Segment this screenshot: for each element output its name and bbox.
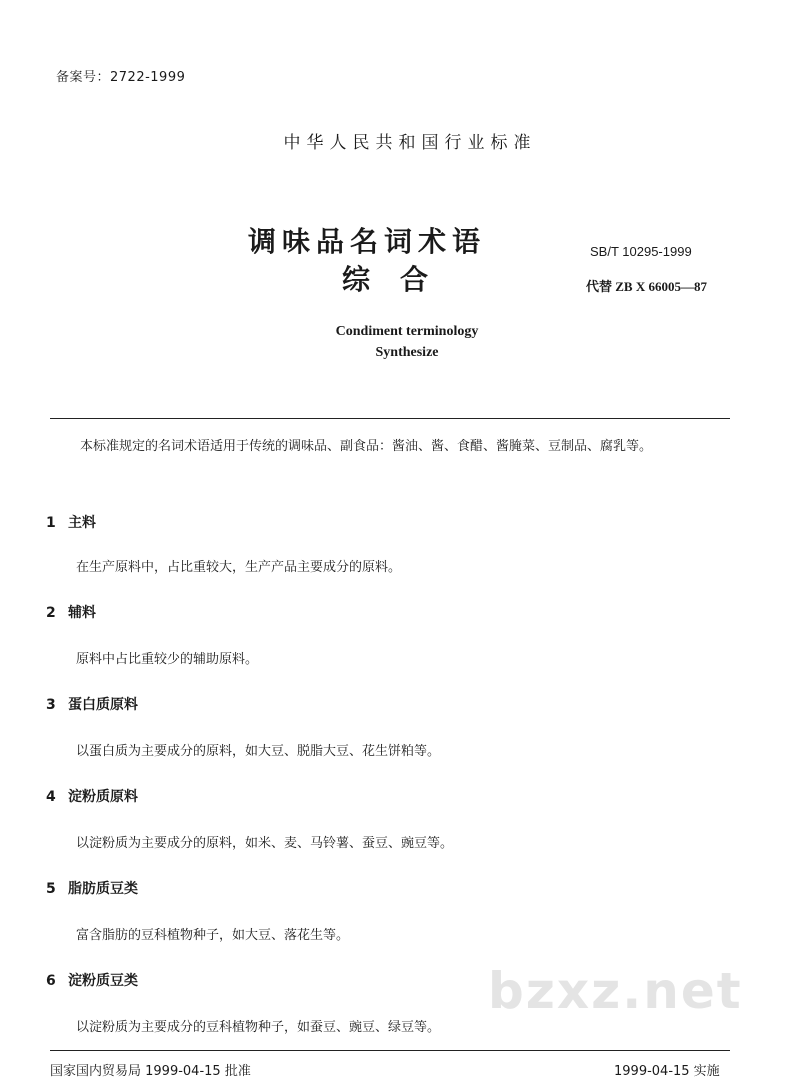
term-name: 脂肪质豆类 xyxy=(68,881,138,897)
industry-standard-heading: 中华人民共和国行业标准 xyxy=(283,133,537,153)
scope-paragraph: 本标准规定的名词术语适用于传统的调味品、副食品：酱油、酱、食醋、酱腌菜、豆制品、腐乳等。 xyxy=(80,439,653,454)
term-definition: 以蛋白质为主要成分的原料，如大豆、脱脂大豆、花生饼粕等。 xyxy=(76,744,441,759)
term-number: 5 xyxy=(46,881,56,897)
term-number: 6 xyxy=(46,973,56,989)
term-heading xyxy=(46,694,138,714)
term-name: 辅料 xyxy=(68,605,96,621)
term-heading xyxy=(46,602,96,622)
term-definition: 以淀粉质为主要成分的原料，如米、麦、马铃薯、蚕豆、豌豆等。 xyxy=(76,836,454,851)
term-heading xyxy=(46,512,96,532)
term-number: 2 xyxy=(46,605,56,621)
term-definition: 富含脂肪的豆科植物种子，如大豆、落花生等。 xyxy=(76,928,350,943)
term-number: 4 xyxy=(46,789,56,805)
term-heading xyxy=(46,970,138,990)
document-subtitle: 综合 xyxy=(342,263,459,296)
term-name: 主料 xyxy=(68,515,96,531)
english-subtitle: Synthesize xyxy=(375,345,439,360)
implementation-date: 1999-04-15 实施 xyxy=(614,1064,720,1079)
approval-info: 国家国内贸易局 1999-04-15 批准 xyxy=(50,1064,251,1079)
term-definition: 原料中占比重较少的辅助原料。 xyxy=(76,652,259,667)
term-name: 蛋白质原料 xyxy=(68,697,138,713)
term-name: 淀粉质豆类 xyxy=(68,973,138,989)
term-definition: 以淀粉质为主要成分的豆科植物种子，如蚕豆、豌豆、绿豆等。 xyxy=(76,1020,441,1035)
footer-rule xyxy=(50,1050,730,1051)
term-definition: 在生产原料中，占比重较大，生产产品主要成分的原料。 xyxy=(76,560,402,575)
standard-number: SB/T 10295-1999 xyxy=(590,244,692,259)
term-heading xyxy=(46,878,138,898)
replaced-standard: 代替 ZB X 66005—87 xyxy=(586,279,707,294)
header-rule xyxy=(50,418,730,419)
watermark: bzxz.net xyxy=(488,962,743,1020)
english-title: Condiment terminology xyxy=(335,324,479,339)
term-number: 3 xyxy=(46,697,56,713)
term-heading xyxy=(46,786,138,806)
term-name: 淀粉质原料 xyxy=(68,789,138,805)
record-number: 备案号：2722-1999 xyxy=(56,70,186,85)
document-title: 调味品名词术语 xyxy=(248,225,487,258)
term-number: 1 xyxy=(46,515,56,531)
